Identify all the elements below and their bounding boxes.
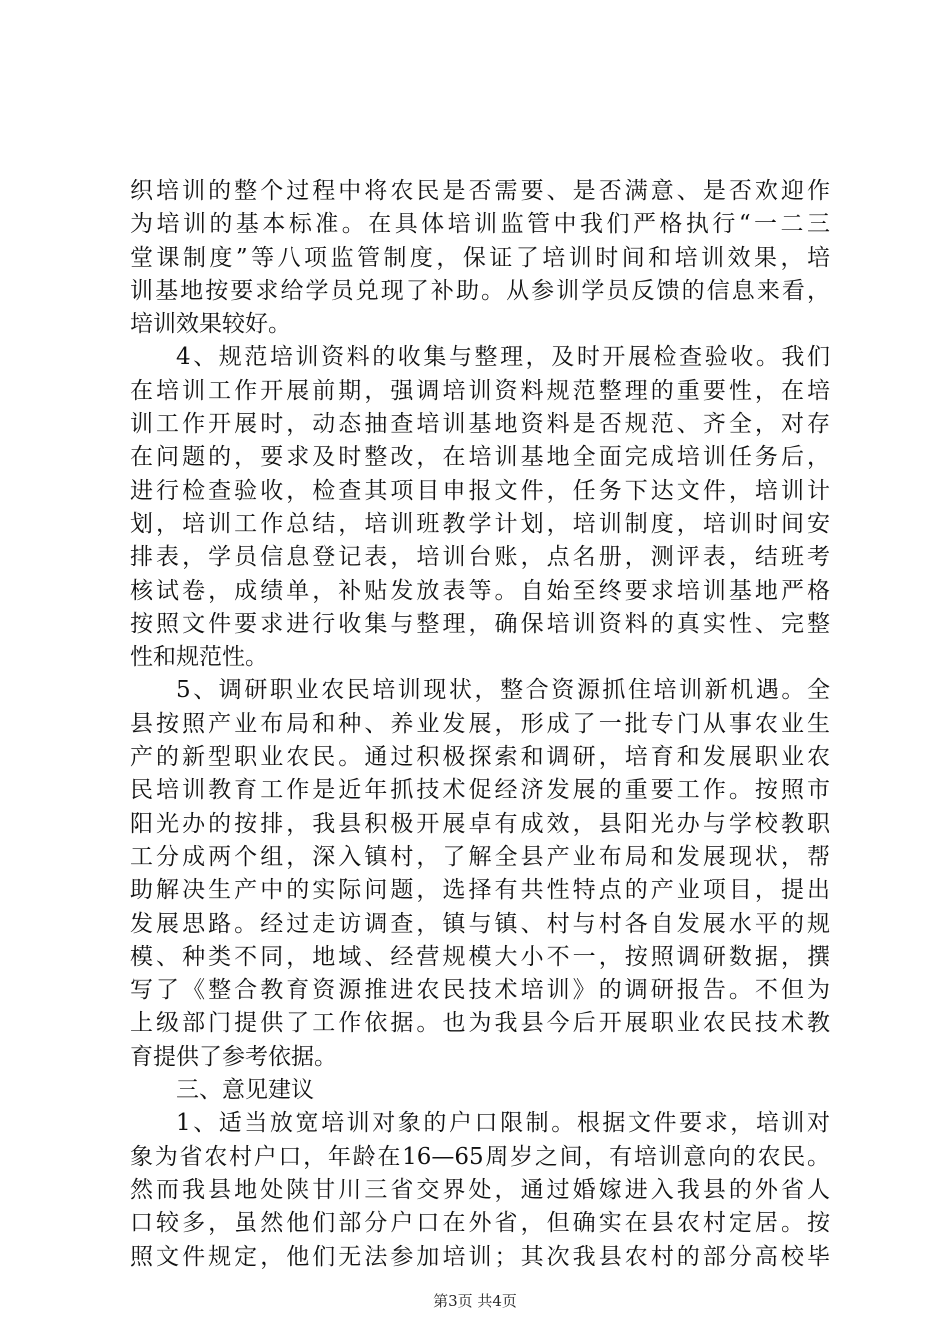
text-line: 象为省农村户口，年龄在16—65周岁之间，有培训意向的农民。 bbox=[130, 1143, 830, 1170]
text-line: 发展思路。经过走访调查，镇与镇、村与村各自发展水平的规 bbox=[130, 910, 830, 937]
text-line: 训工作开展时，动态抽查培训基地资料是否规范、齐全，对存 bbox=[130, 411, 830, 438]
text-line: 核试卷，成绩单，补贴发放表等。自始至终要求培训基地严格 bbox=[130, 577, 830, 604]
page-number: 第3页 共4页 bbox=[433, 1292, 517, 1310]
text-line: 进行检查验收，检查其项目申报文件，任务下达文件，培训计 bbox=[130, 477, 830, 504]
text-line: 划，培训工作总结，培训班教学计划，培训制度，培训时间安 bbox=[130, 510, 830, 537]
text-line: 工分成两个组，深入镇村，了解全县产业布局和发展现状，帮 bbox=[130, 843, 830, 870]
text-line: 县按照产业布局和种、养业发展，形成了一批专门从事农业生 bbox=[130, 710, 830, 737]
text-line: 为培训的基本标准。在具体培训监管中我们严格执行“一二三 bbox=[130, 211, 830, 238]
text-line: 照文件规定，他们无法参加培训；其次我县农村的部分高校毕 bbox=[130, 1243, 830, 1270]
text-line: 在问题的，要求及时整改，在培训基地全面完成培训任务后， bbox=[130, 444, 830, 471]
text-line: 堂课制度”等八项监管制度，保证了培训时间和培训效果，培 bbox=[130, 244, 830, 271]
paragraph-start-line: 4、规范培训资料的收集与整理，及时开展检查验收。我们 bbox=[176, 344, 830, 371]
text-line: 训基地按要求给学员兑现了补助。从参训学员反馈的信息来看， bbox=[130, 277, 830, 304]
text-line: 口较多，虽然他们部分户口在外省，但确实在县农村定居。按 bbox=[130, 1210, 830, 1237]
text-line: 阳光办的按排，我县积极开展卓有成效，县阳光办与学校教职 bbox=[130, 810, 830, 837]
text-line: 模、种类不同，地域、经营规模大小不一，按照调研数据，撰 bbox=[130, 943, 830, 970]
text-line: 排表，学员信息登记表，培训台账，点名册，测评表，结班考 bbox=[130, 544, 830, 571]
text-line: 上级部门提供了工作依据。也为我县今后开展职业农民技术教 bbox=[130, 1010, 830, 1037]
text-line: 培训效果较好。 bbox=[130, 311, 291, 338]
document-body bbox=[130, 175, 830, 1274]
text-line: 写了《整合教育资源推进农民技术培训》的调研报告。不但为 bbox=[130, 977, 830, 1004]
text-line: 产的新型职业农民。通过积极探索和调研，培育和发展职业农 bbox=[130, 744, 830, 771]
page-footer bbox=[0, 1290, 950, 1311]
text-line: 性和规范性。 bbox=[130, 644, 268, 671]
text-line: 在培训工作开展前期，强调培训资料规范整理的重要性，在培 bbox=[130, 377, 830, 404]
text-line: 织培训的整个过程中将农民是否需要、是否满意、是否欢迎作 bbox=[130, 178, 830, 204]
text-line: 助解决生产中的实际问题，选择有共性特点的产业项目，提出 bbox=[130, 877, 830, 904]
paragraph-start-line: 1、适当放宽培训对象的户口限制。根据文件要求，培训对 bbox=[176, 1110, 830, 1137]
text-line: 按照文件要求进行收集与整理，确保培训资料的真实性、完整 bbox=[130, 610, 830, 637]
section-heading: 三、意见建议 bbox=[176, 1077, 314, 1104]
text-line: 育提供了参考依据。 bbox=[130, 1043, 337, 1070]
text-line: 民培训教育工作是近年抓技术促经济发展的重要工作。按照市 bbox=[130, 777, 830, 804]
paragraph-start-line: 5、调研职业农民培训现状，整合资源抓住培训新机遇。全 bbox=[176, 677, 830, 704]
text-line: 然而我县地处陕甘川三省交界处，通过婚嫁进入我县的外省人 bbox=[130, 1176, 830, 1203]
